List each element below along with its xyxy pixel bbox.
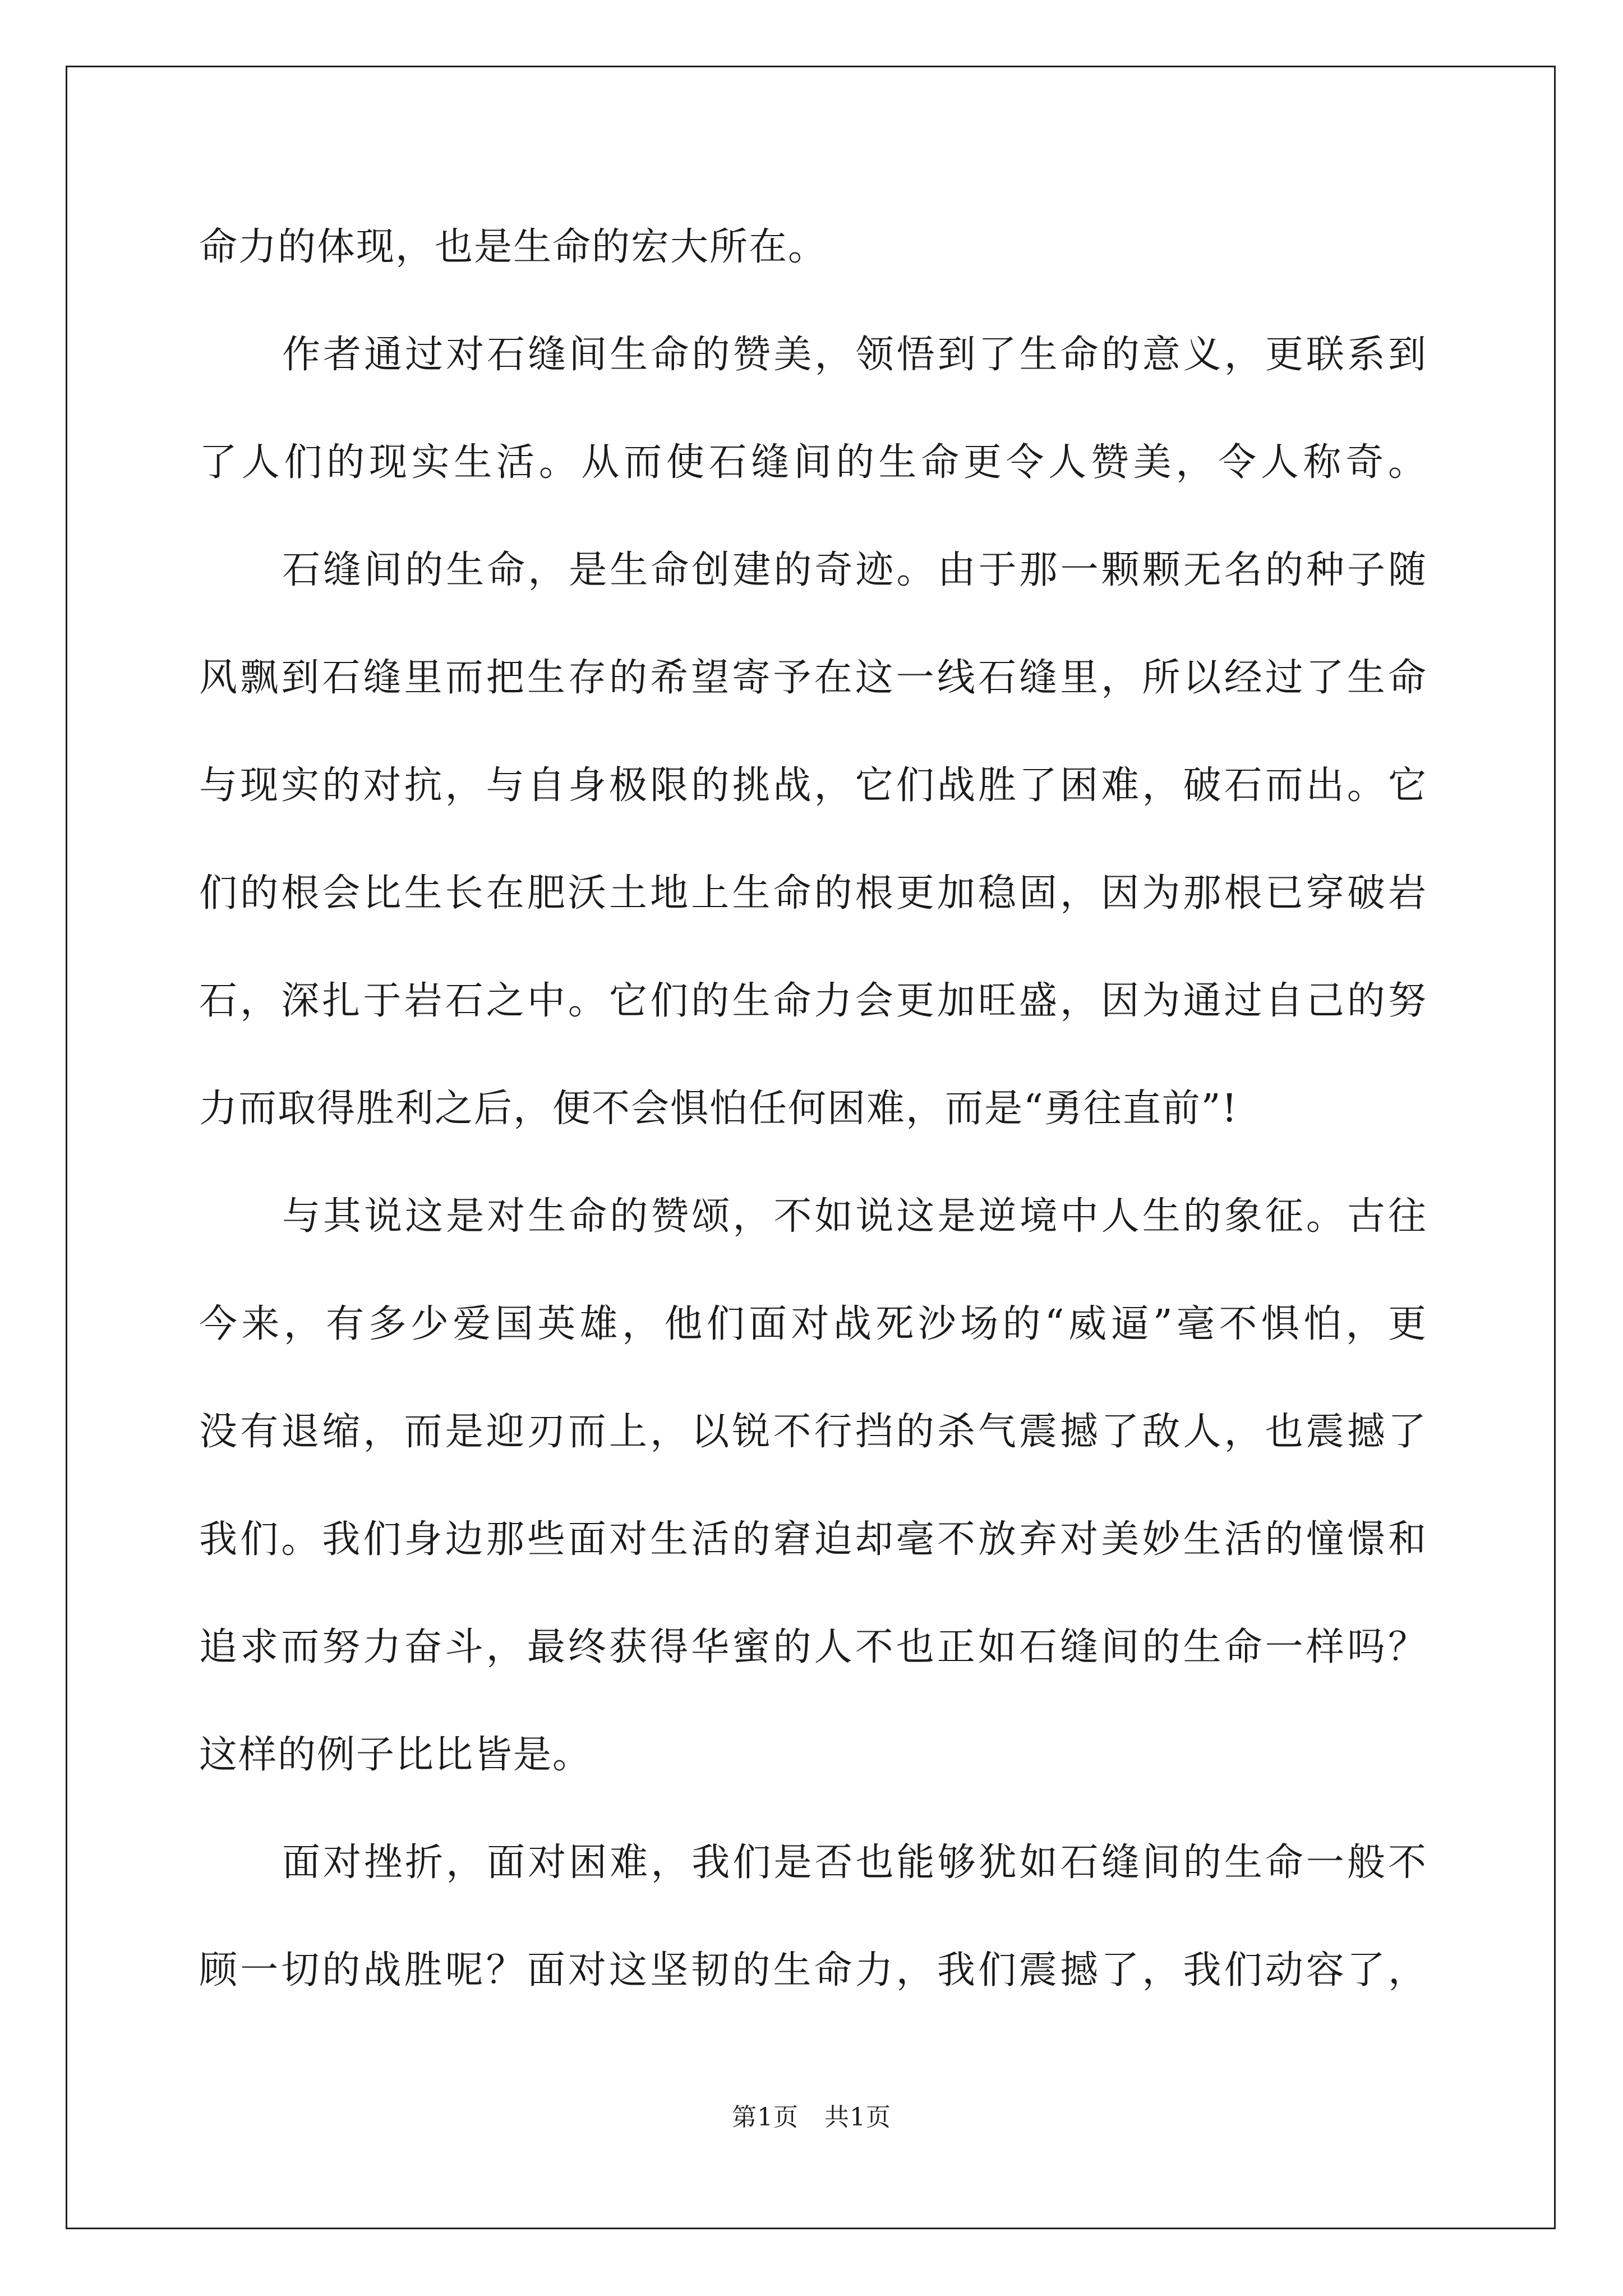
text-line: 顾一切的战胜呢？面对这坚韧的生命力，我们震撼了，我们动容了， (199, 1948, 1427, 1993)
text-line: 力而取得胜利之后，便不会惧怕任何困难，而是“勇往直前”! (199, 1087, 1238, 1131)
text-line: 追求而努力奋斗，最终获得华蜜的人不也正如石缝间的生命一样吗？ (199, 1625, 1427, 1669)
text-line: 们的根会比生长在肥沃土地上生命的根更加稳固，因为那根已穿破岩 (199, 871, 1427, 915)
page-footer (0, 2097, 1623, 2133)
text-line: 今来，有多少爱国英雄，他们面对战死沙场的“威逼”毫不惧怕，更 (199, 1302, 1427, 1346)
document-body (199, 194, 1427, 2024)
page-total: 共1页 (824, 2103, 891, 2132)
text-line: 石，深扎于岩石之中。它们的生命力会更加旺盛，因为通过自己的努 (199, 979, 1427, 1023)
text-line: 作者通过对石缝间生命的赞美，领悟到了生命的意义，更联系到 (282, 333, 1427, 377)
text-line: 了人们的现实生活。从而使石缝间的生命更令人赞美，令人称奇。 (199, 440, 1427, 485)
text-line: 风飘到石缝里而把生存的希望寄予在这一线石缝里，所以经过了生命 (199, 656, 1427, 700)
text-line: 命力的体现，也是生命的宏大所在。 (199, 225, 828, 269)
page-number: 第1页 (732, 2103, 799, 2132)
text-line: 面对挫折，面对困难，我们是否也能够犹如石缝间的生命一般不 (282, 1841, 1427, 1885)
text-line: 石缝间的生命，是生命创建的奇迹。由于那一颗颗无名的种子随 (282, 548, 1427, 592)
text-line: 这样的例子比比皆是。 (199, 1733, 592, 1777)
text-line: 没有退缩，而是迎刃而上，以锐不行挡的杀气震撼了敌人，也震撼了 (199, 1410, 1427, 1454)
text-line: 与其说这是对生命的赞颂，不如说这是逆境中人生的象征。古往 (282, 1194, 1427, 1239)
text-line: 与现实的对抗，与自身极限的挑战，它们战胜了困难，破石而出。它 (199, 763, 1427, 808)
text-line: 我们。我们身边那些面对生活的窘迫却毫不放弃对美妙生活的憧憬和 (199, 1517, 1427, 1562)
